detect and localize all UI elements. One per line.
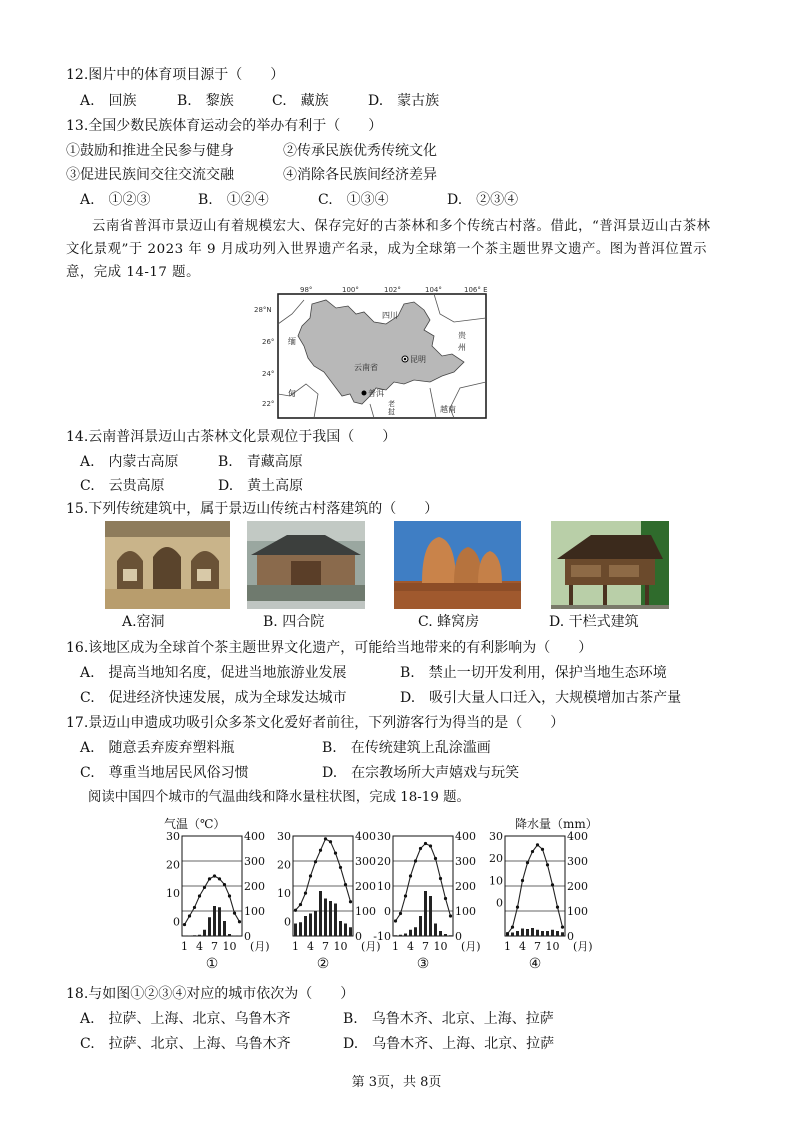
map-lon-102: 102° bbox=[384, 286, 401, 294]
x-tick-label: 1 bbox=[292, 940, 299, 953]
temp-tick-label: 30 bbox=[166, 830, 180, 843]
precip-tick-label: 300 bbox=[244, 855, 265, 868]
temp-tick-label: 30 bbox=[277, 830, 291, 843]
q13-item-4: ④消除各民族间经济差异 bbox=[283, 167, 437, 183]
x-tick-label: 1 bbox=[392, 940, 399, 953]
q14-option-d: D. 黄土高原 bbox=[218, 478, 304, 494]
x-tick-label: 7 bbox=[422, 940, 429, 953]
map-label-myanmar-1: 缅 bbox=[288, 337, 296, 346]
chart-number-label: ② bbox=[316, 956, 330, 972]
temp-point bbox=[521, 879, 524, 882]
x-tick-label: 7 bbox=[322, 940, 329, 953]
map-lat-26: 26° bbox=[262, 338, 275, 346]
precip-bar bbox=[414, 927, 417, 936]
precip-bar bbox=[228, 934, 231, 936]
temp-point bbox=[329, 840, 332, 843]
x-unit-label: (月) bbox=[573, 940, 593, 953]
temp-point bbox=[541, 848, 544, 851]
x-unit-label: (月) bbox=[250, 940, 270, 953]
temp-tick-label: -10 bbox=[373, 930, 391, 943]
precip-bar bbox=[319, 891, 322, 936]
q13-item-2: ②传承民族优秀传统文化 bbox=[283, 143, 437, 159]
q12-option-b: B. 黎族 bbox=[177, 93, 234, 109]
x-tick-label: 10 bbox=[333, 940, 348, 953]
precip-bar bbox=[541, 931, 544, 936]
precip-bar bbox=[449, 935, 452, 936]
temp-point bbox=[233, 912, 236, 915]
precip-bar bbox=[531, 928, 534, 936]
temp-axis-label: 气温（℃） bbox=[164, 817, 226, 831]
q16-stem: 16.该地区成为全球首个茶主题世界文化遗产，可能给当地带来的有利影响为（ ） bbox=[66, 640, 593, 656]
q18-option-d: D. 乌鲁木齐、上海、北京、拉萨 bbox=[343, 1036, 555, 1052]
temp-point bbox=[334, 852, 337, 855]
precip-tick-label: 200 bbox=[567, 880, 588, 893]
temp-point bbox=[349, 900, 352, 903]
q14-stem: 14.云南普洱景迈山古茶林文化景观位于我国（ ） bbox=[66, 429, 397, 445]
precip-axis-label: 降水量（mm） bbox=[515, 817, 598, 831]
chart-number-label: ① bbox=[205, 956, 219, 972]
x-unit-label: (月) bbox=[461, 940, 481, 953]
temp-point bbox=[531, 850, 534, 853]
x-unit-label: (月) bbox=[361, 940, 381, 953]
precip-bar bbox=[208, 917, 211, 936]
precip-bar bbox=[344, 924, 347, 937]
temp-line bbox=[508, 845, 563, 934]
q17-option-c: C. 尊重当地居民风俗习惯 bbox=[80, 765, 249, 781]
precip-bar bbox=[526, 929, 529, 936]
temp-point bbox=[304, 892, 307, 895]
map-label-laos-1: 老 bbox=[388, 400, 395, 408]
map-label-kunming: 昆明 bbox=[410, 355, 426, 364]
q15-caption-d: D. 干栏式建筑 bbox=[549, 614, 639, 630]
q13-item-1: ①鼓励和推进全民参与健身 bbox=[66, 143, 234, 159]
q18-stem: 18.与如图①②③④对应的城市依次为（ ） bbox=[66, 986, 355, 1002]
x-tick-label: 10 bbox=[222, 940, 237, 953]
climate-chart-4 bbox=[489, 812, 620, 972]
stilt-house-photo bbox=[551, 521, 669, 609]
q16-option-a: A. 提高当地知名度，促进当地旅游业发展 bbox=[80, 665, 347, 681]
precip-bar bbox=[409, 930, 412, 936]
temp-point bbox=[319, 849, 322, 852]
q14-option-a: A. 内蒙古高原 bbox=[80, 454, 179, 470]
precip-bar bbox=[521, 929, 524, 937]
q18-option-b: B. 乌鲁木齐、北京、上海、拉萨 bbox=[343, 1011, 554, 1027]
temp-point bbox=[419, 847, 422, 850]
map-label-sichuan: 四川 bbox=[382, 311, 398, 320]
precip-bar bbox=[213, 906, 216, 936]
precip-bar bbox=[516, 931, 519, 936]
temp-tick-label: 10 bbox=[166, 887, 180, 901]
temp-point bbox=[511, 926, 514, 929]
map-label-yunnan: 云南省 bbox=[354, 363, 378, 372]
precip-tick-label: 100 bbox=[244, 905, 265, 918]
map-lon-98: 98° bbox=[300, 286, 313, 294]
precip-bar bbox=[314, 911, 317, 936]
temp-tick-label: 20 bbox=[166, 858, 180, 872]
precip-tick-label: 400 bbox=[244, 830, 265, 843]
temp-point bbox=[183, 923, 186, 926]
temp-point bbox=[429, 844, 432, 847]
chart-number-label: ④ bbox=[528, 956, 542, 972]
temp-tick-label: 10 bbox=[489, 874, 503, 888]
temp-point bbox=[439, 877, 442, 880]
map-lat-22: 22° bbox=[262, 400, 275, 408]
temp-point bbox=[404, 894, 407, 897]
map-label-vietnam: 越南 bbox=[440, 405, 456, 414]
q13-option-b: B. ①②④ bbox=[198, 192, 269, 208]
temp-point bbox=[344, 883, 347, 886]
precip-bar bbox=[434, 924, 437, 937]
temp-point bbox=[198, 894, 201, 897]
q14-option-c: C. 云贵高原 bbox=[80, 478, 165, 494]
precip-bar bbox=[304, 916, 307, 936]
precip-bar bbox=[223, 921, 226, 936]
temp-line bbox=[185, 876, 240, 925]
precip-bar bbox=[188, 936, 191, 937]
precip-bar bbox=[324, 899, 327, 937]
temp-point bbox=[409, 874, 412, 877]
precip-tick-label: 200 bbox=[455, 880, 476, 893]
q17-option-b: B. 在传统建筑上乱涂滥画 bbox=[322, 740, 491, 756]
temp-point bbox=[223, 883, 226, 886]
precip-tick-label: 100 bbox=[567, 905, 588, 918]
q13-option-c: C. ①③④ bbox=[318, 192, 389, 208]
temp-tick-label: 0 bbox=[173, 915, 180, 929]
passage-jingmai: 云南省普洱市景迈山有着规模宏大、保存完好的古茶林和多个传统古村落。借此，“普洱景迈山古茶林文化景观”于 2023 年 9 月成功列入世界遗产名录，成为全球第一个茶主题世界文遗产。图为普洱位置示意，完成 14-17 题。 bbox=[66, 219, 711, 280]
precip-bar bbox=[294, 924, 297, 937]
map-label-guizhou-1: 贵 bbox=[458, 331, 466, 340]
precip-tick-label: 0 bbox=[455, 930, 462, 943]
map-lon-106: 106° E bbox=[464, 286, 488, 294]
map-label-laos-2: 挝 bbox=[388, 408, 395, 416]
precip-bar bbox=[349, 927, 352, 936]
precip-bar bbox=[429, 896, 432, 936]
temp-point bbox=[561, 926, 564, 929]
precip-tick-label: 400 bbox=[567, 830, 588, 843]
x-tick-label: 1 bbox=[504, 940, 511, 953]
precip-bar bbox=[329, 901, 332, 936]
temp-point bbox=[309, 874, 312, 877]
q15-stem: 15.下列传统建筑中，属于景迈山传统古村落建筑的（ ） bbox=[66, 501, 439, 517]
precip-tick-label: 400 bbox=[355, 830, 376, 843]
precip-tick-label: 0 bbox=[567, 930, 574, 943]
q16-option-c: C. 促进经济快速发展，成为全球发达城市 bbox=[80, 690, 347, 706]
precip-tick-label: 300 bbox=[567, 855, 588, 868]
q15-caption-c: C. 蜂窝房 bbox=[418, 614, 480, 630]
siheyuan-photo bbox=[247, 521, 365, 609]
q12-option-a: A. 回族 bbox=[80, 93, 137, 109]
precip-bar bbox=[203, 930, 206, 936]
map-lat-28: 28°N bbox=[254, 306, 272, 314]
q15-caption-b: B. 四合院 bbox=[263, 614, 325, 630]
temp-tick-label: 20 bbox=[277, 858, 291, 872]
temp-point bbox=[218, 877, 221, 880]
precip-tick-label: 200 bbox=[244, 880, 265, 893]
q18-option-c: C. 拉萨、北京、上海、乌鲁木齐 bbox=[80, 1036, 291, 1052]
precip-tick-label: 400 bbox=[455, 830, 476, 843]
temp-point bbox=[203, 886, 206, 889]
temp-tick-label: 10 bbox=[377, 880, 391, 893]
precip-tick-label: 100 bbox=[355, 905, 376, 918]
temp-point bbox=[516, 906, 519, 909]
temp-point bbox=[526, 861, 529, 864]
temp-point bbox=[444, 897, 447, 900]
cave-dwelling-photo bbox=[105, 521, 230, 609]
temp-point bbox=[294, 909, 297, 912]
temp-point bbox=[228, 894, 231, 897]
precip-bar bbox=[551, 930, 554, 936]
q16-option-b: B. 禁止一切开发利用，保护当地生态环境 bbox=[400, 665, 667, 681]
q12-stem: 12.图片中的体育项目源于（ ） bbox=[66, 67, 285, 83]
precip-bar bbox=[339, 921, 342, 936]
precip-bar bbox=[556, 931, 559, 936]
precip-bar bbox=[309, 914, 312, 937]
precip-bar bbox=[424, 891, 427, 936]
map-lon-100: 100° bbox=[342, 286, 359, 294]
map-label-puer: 普洱 bbox=[368, 389, 384, 398]
x-tick-label: 10 bbox=[545, 940, 560, 953]
precip-bar bbox=[419, 916, 422, 936]
temp-tick-label: 10 bbox=[277, 887, 291, 901]
temp-tick-label: 20 bbox=[377, 855, 391, 868]
q17-option-a: A. 随意丢弃废弃塑料瓶 bbox=[80, 740, 235, 756]
precip-bar bbox=[511, 933, 514, 937]
temp-point bbox=[394, 919, 397, 922]
temp-point bbox=[188, 914, 191, 917]
precip-bar bbox=[218, 907, 221, 936]
temp-tick-label: 30 bbox=[489, 830, 503, 843]
q12-option-c: C. 藏族 bbox=[272, 93, 329, 109]
temp-tick-label: 30 bbox=[377, 830, 391, 843]
temp-line bbox=[296, 839, 351, 910]
precip-tick-label: 100 bbox=[455, 905, 476, 918]
q15-caption-a: A.窑洞 bbox=[122, 614, 165, 630]
q13-option-d: D. ②③④ bbox=[447, 192, 519, 208]
precip-bar bbox=[193, 935, 196, 936]
x-tick-label: 4 bbox=[196, 940, 203, 953]
precip-bar bbox=[536, 930, 539, 936]
q12-option-d: D. 蒙古族 bbox=[368, 93, 440, 109]
temp-point bbox=[506, 932, 509, 935]
x-tick-label: 10 bbox=[433, 940, 448, 953]
temp-point bbox=[193, 906, 196, 909]
temp-point bbox=[299, 903, 302, 906]
page-footer: 第 3页，共 8页 bbox=[351, 1075, 442, 1090]
temp-point bbox=[546, 863, 549, 866]
temp-point bbox=[536, 843, 539, 846]
temp-line bbox=[396, 844, 451, 922]
map-label-guizhou-2: 州 bbox=[458, 343, 466, 352]
temp-point bbox=[556, 906, 559, 909]
precip-bar bbox=[334, 904, 337, 937]
x-tick-label: 7 bbox=[211, 940, 218, 953]
precip-bar bbox=[198, 935, 201, 936]
temp-point bbox=[339, 866, 342, 869]
precip-bar bbox=[233, 936, 236, 937]
q16-option-d: D. 吸引大量人口迁入，大规模增加古茶产量 bbox=[400, 690, 682, 706]
q17-stem: 17.景迈山申遗成功吸引众多茶文化爱好者前往，下列游客行为得当的是（ ） bbox=[66, 715, 565, 731]
passage-climate: 阅读中国四个城市的气温曲线和降水量柱状图，完成 18-19 题。 bbox=[88, 790, 470, 805]
precip-tick-label: 200 bbox=[355, 880, 376, 893]
puer-marker bbox=[362, 391, 367, 396]
temp-tick-label: 0 bbox=[384, 905, 391, 918]
precip-tick-label: 300 bbox=[455, 855, 476, 868]
precip-bar bbox=[561, 932, 564, 936]
precip-tick-label: 300 bbox=[355, 855, 376, 868]
temp-point bbox=[449, 914, 452, 917]
temp-tick-label: 0 bbox=[284, 915, 291, 929]
precip-bar bbox=[299, 922, 302, 936]
map-lon-104: 104° bbox=[425, 286, 442, 294]
puer-location-map bbox=[254, 284, 494, 424]
x-tick-label: 7 bbox=[534, 940, 541, 953]
x-tick-label: 4 bbox=[407, 940, 414, 953]
map-lat-24: 24° bbox=[262, 370, 275, 378]
temp-point bbox=[414, 859, 417, 862]
q13-item-3: ③促进民族间交往交流交融 bbox=[66, 167, 234, 183]
precip-bar bbox=[404, 934, 407, 937]
temp-point bbox=[238, 920, 241, 923]
temp-tick-label: 0 bbox=[496, 896, 503, 910]
temp-point bbox=[213, 874, 216, 877]
q13-option-a: A. ①②③ bbox=[80, 192, 151, 208]
temp-point bbox=[208, 877, 211, 880]
x-tick-label: 1 bbox=[181, 940, 188, 953]
q18-option-a: A. 拉萨、上海、北京、乌鲁木齐 bbox=[80, 1011, 291, 1027]
x-tick-label: 4 bbox=[307, 940, 314, 953]
precip-bar bbox=[546, 931, 549, 936]
precip-bar bbox=[394, 935, 397, 936]
temp-point bbox=[434, 857, 437, 860]
temp-point bbox=[324, 837, 327, 840]
temp-point bbox=[424, 842, 427, 845]
temp-point bbox=[314, 860, 317, 863]
precip-tick-label: 0 bbox=[244, 930, 251, 943]
precip-bar bbox=[399, 935, 402, 936]
precip-bar bbox=[444, 934, 447, 936]
temp-point bbox=[399, 912, 402, 915]
q14-option-b: B. 青藏高原 bbox=[218, 454, 303, 470]
precip-bar bbox=[439, 931, 442, 936]
precip-tick-label: 0 bbox=[355, 930, 362, 943]
temp-tick-label: 20 bbox=[489, 852, 503, 866]
q13-stem: 13.全国少数民族体育运动会的举办有利于（ ） bbox=[66, 118, 383, 134]
temp-point bbox=[551, 883, 554, 886]
q17-option-d: D. 在宗教场所大声嬉戏与玩笑 bbox=[322, 765, 520, 781]
x-tick-label: 4 bbox=[519, 940, 526, 953]
chart-number-label: ③ bbox=[416, 956, 430, 972]
map-label-myanmar-2: 甸 bbox=[288, 389, 296, 398]
beehive-house-photo bbox=[394, 521, 521, 609]
